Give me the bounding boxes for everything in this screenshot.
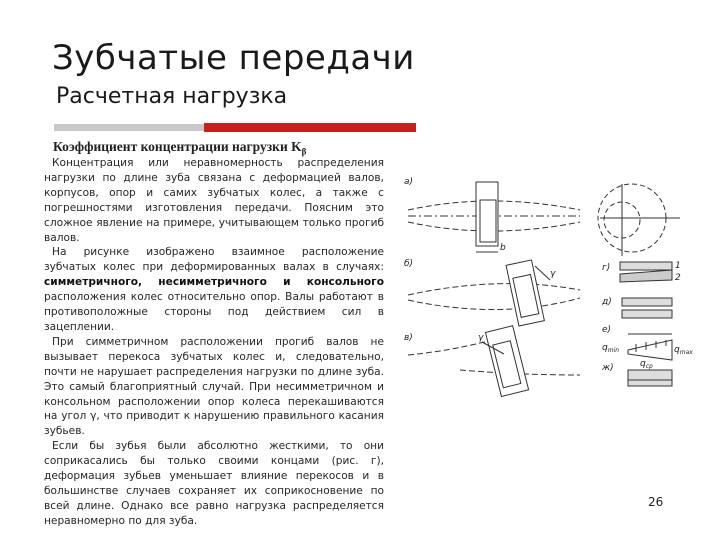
paragraph-2-c: расположения колес относительно опор. Валы работают в противоположные стороны под действием сил в зацеплении.: [44, 291, 384, 333]
gear-deformation-figure: [400, 170, 693, 402]
label-v: в): [404, 333, 413, 343]
label-qmax-q: q: [674, 345, 680, 355]
label-d: д): [602, 297, 612, 307]
label-g: г): [602, 263, 611, 273]
section-heading: [53, 139, 306, 157]
label-a: a): [404, 177, 414, 187]
label-1: 1: [675, 261, 681, 271]
label-qmax: [674, 345, 693, 356]
label-zh: ж): [602, 363, 614, 373]
paragraph-3: При симметричном расположении прогиб валов не вызывает перекоса зубчатых колес и, следовательно, почти не нарушает распределения нагрузки по длине зуба. Это самый благоприятный случай. При несимметричном и консольном расположении опор колеса перекашиваются на угол γ, что приводит к нарушению правильного касания зубьев.: [44, 335, 384, 438]
divider-gray: [54, 124, 204, 131]
label-b: б): [404, 259, 414, 269]
paragraph-4: Если бы зубья были абсолютно жесткими, то они соприкасались бы только своими концами (рис. г), деформация зубьев уменьшает влияние перекосов и в большинстве случаев сохраняет их соприкосновение по всей длине. Однако все равно нагрузка распределяется неравномерно по для зуба.: [44, 440, 384, 527]
body-text: [44, 156, 384, 529]
label-b-small: b: [500, 243, 506, 253]
slide-title: Зубчатые передачи: [52, 38, 415, 78]
label-gamma-2: γ: [478, 333, 484, 343]
label-gamma: γ: [550, 269, 556, 279]
label-qcp-q: q: [640, 359, 646, 369]
label-qcp-sub: ср: [645, 363, 653, 370]
label-qmin-q: q: [602, 343, 608, 353]
paragraph-2-a: На рисунке изображено взаимное расположение зубчатых колес при деформированных валах в случаях:: [44, 246, 384, 274]
section-heading-subscript: β: [301, 146, 307, 157]
label-qmin-sub: min: [607, 347, 620, 354]
label-e: е): [602, 325, 612, 335]
label-qmax-sub: max: [679, 349, 693, 356]
slide-subtitle: Расчетная нагрузка: [56, 84, 288, 109]
page-number: 26: [648, 495, 664, 509]
paragraph-2-bold: симметричного, несимметричного и консольного: [44, 276, 384, 289]
label-2: 2: [675, 273, 681, 283]
section-heading-text: Коэффициент концентрации нагрузки K: [53, 139, 302, 154]
paragraph-2: [44, 245, 384, 334]
label-qcp: [640, 359, 653, 370]
paragraph-1: Концентрация или неравномерность распределения нагрузки по длине зуба связана с деформацией валов, корпусов, опор и самих зубчатых колес, а также с погрешностями изготовления передачи. Поясним это сложное явление на примере, учитывающем только прогиб валов.: [44, 157, 384, 244]
label-qmin: [602, 343, 619, 354]
divider-red: [204, 123, 416, 132]
